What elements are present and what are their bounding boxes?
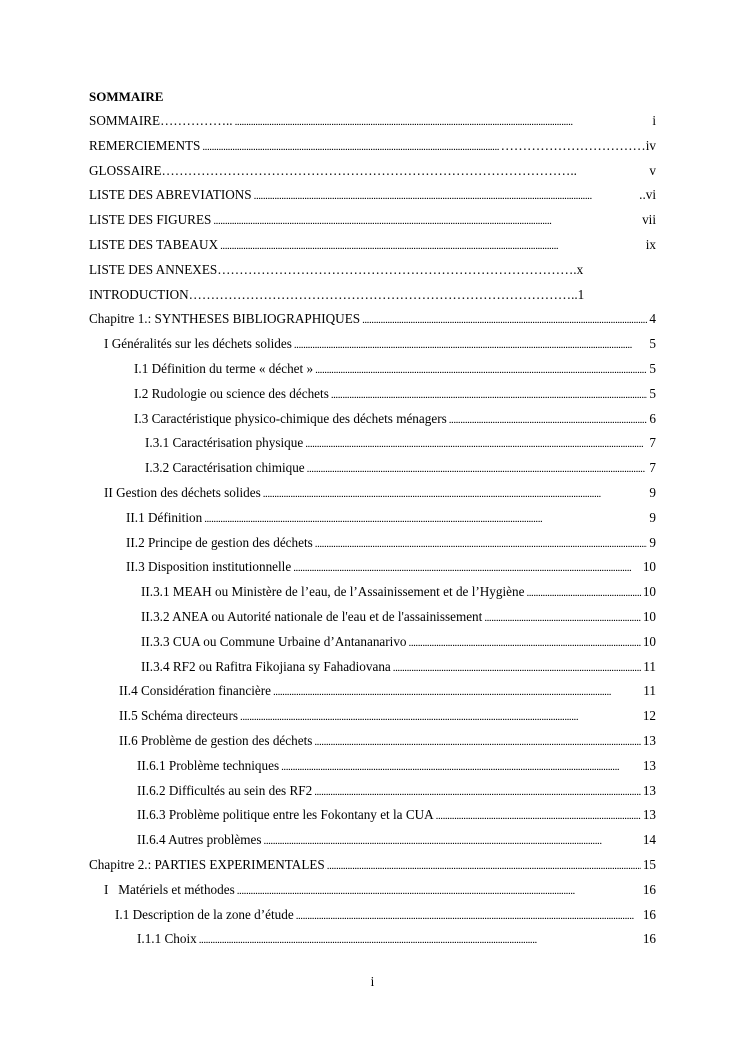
page-number: i	[370, 974, 375, 989]
toc-entry-label: I Matériels et méthodes	[104, 881, 235, 897]
dot-leader	[393, 655, 642, 680]
toc-entry-section-II-6-2[interactable]	[89, 779, 656, 804]
toc-entry-label: II.6.4 Autres problèmes	[137, 832, 262, 848]
toc-entry-label: Chapitre 2.: PARTIES EXPERIMENTALES	[89, 856, 325, 872]
toc-entry-chapitre-1[interactable]	[89, 307, 656, 332]
dot-leader	[436, 803, 641, 828]
toc-entry-section-II-6-4[interactable]	[89, 828, 656, 853]
toc-entry-section-I-1[interactable]	[89, 357, 656, 382]
dot-leader	[327, 853, 641, 878]
toc-entry-section-I[interactable]	[89, 332, 656, 357]
toc-entry-label: II.6.1 Problème techniques	[137, 757, 280, 773]
toc-entry-section-I-3[interactable]	[89, 407, 656, 432]
toc-entry-page: 9	[649, 509, 656, 525]
dot-leader	[331, 382, 648, 407]
toc-entry-section-II-3-1[interactable]	[89, 580, 656, 605]
toc-entry-page: 15	[642, 856, 656, 872]
dot-leader	[273, 679, 641, 704]
toc-entry-label: I.2 Rudologie ou science des déchets	[134, 385, 329, 401]
toc-entry-page: i	[652, 113, 656, 128]
toc-entry-label: INTRODUCTION……………………………………………………………………………..1	[89, 286, 585, 302]
toc-entry-label: I.1 Description de la zone d’étude	[115, 906, 294, 922]
dot-leader	[362, 307, 647, 332]
dot-leader	[449, 407, 648, 432]
toc-entry-remerciements[interactable]	[89, 134, 656, 159]
dot-leader	[213, 208, 640, 233]
dot-leader	[307, 456, 648, 481]
toc-entry-section-II-6-1[interactable]	[89, 754, 656, 779]
toc-entry-page: 10	[642, 633, 656, 649]
toc-entry-page: 5	[649, 360, 656, 376]
toc-entry-section-I-3-1[interactable]	[89, 431, 656, 456]
toc-entry-introduction[interactable]	[89, 283, 656, 308]
toc-entry-page: 13	[642, 757, 656, 773]
dot-leader	[305, 431, 647, 456]
toc-entry-chapitre-2[interactable]	[89, 853, 656, 878]
toc-entry-page: 13	[642, 732, 656, 748]
toc-entry-label: SOMMAIRE……………..	[89, 113, 233, 128]
toc-entry-section-II[interactable]	[89, 481, 656, 506]
dot-leader	[235, 109, 651, 134]
toc-entry-page: 6	[649, 410, 656, 426]
toc-entry-page: 10	[642, 559, 656, 575]
dot-leader	[315, 357, 647, 382]
toc-entry-label: II.3 Disposition institutionnelle	[126, 559, 292, 575]
toc-entry-chapitre-2-section-I-1[interactable]	[89, 903, 656, 928]
dot-leader	[264, 828, 641, 853]
toc-heading: SOMMAIRE	[89, 89, 164, 104]
toc-entry-annexes[interactable]	[89, 258, 656, 283]
toc-entry-label: Chapitre 1.: SYNTHESES BIBLIOGRAPHIQUES	[89, 311, 361, 327]
toc-entry-label: I.3.1 Caractérisation physique	[145, 435, 304, 451]
toc-entry-page: 10	[642, 584, 656, 600]
toc-entry-label: II.6.3 Problème politique entre les Fokontany et la CUA	[137, 807, 434, 823]
toc-entry-section-I-3-2[interactable]	[89, 456, 656, 481]
toc-entry-label: II.2 Principe de gestion des déchets	[126, 534, 313, 550]
toc-entry-page: vii	[642, 212, 656, 228]
dot-leader	[204, 506, 647, 531]
toc-entry-page: 7	[649, 460, 656, 476]
toc-entry-label: I.1.1 Choix	[137, 931, 197, 947]
toc-entry-label: I Généralités sur les déchets solides	[104, 336, 292, 352]
toc-entry-label: LISTE DES ABREVIATIONS	[89, 187, 252, 203]
toc-entry-label: II Gestion des déchets solides	[104, 484, 261, 500]
toc-entry-label: II.3.1 MEAH ou Ministère de l’eau, de l’Assainissement et de l’Hygiène	[141, 584, 525, 600]
toc-entry-page: 16	[642, 906, 656, 922]
toc-entry-page: 13	[642, 807, 656, 823]
toc-entry-label: LISTE DES TABEAUX	[89, 236, 219, 252]
toc-entry-label: LISTE DES ANNEXES……………………………………………………………………….x	[89, 261, 584, 277]
toc-entry-label: II.3.3 CUA ou Commune Urbaine d’Antananarivo	[141, 633, 407, 649]
toc-entry-label: REMERCIEMENTS	[89, 137, 201, 153]
toc-entry-sommaire[interactable]	[89, 109, 656, 134]
dot-leader	[202, 134, 498, 159]
toc-entry-label: II.3.4 RF2 ou Rafitra Fikojiana sy Fahadiovana	[141, 658, 391, 674]
toc-entry-page: 14	[642, 832, 656, 848]
toc-entry-label: II.3.2 ANEA ou Autorité nationale de l'eau et de l'assainissement	[141, 608, 483, 624]
toc-entry-page: 5	[649, 336, 656, 352]
toc-entry-section-II-1[interactable]	[89, 506, 656, 531]
toc-entry-page: 5	[649, 385, 656, 401]
dot-leader	[294, 332, 648, 357]
dot-leader	[199, 927, 641, 952]
dot-leader	[484, 605, 640, 630]
toc-entry-page: 13	[642, 782, 656, 798]
toc-entry-page: 16	[642, 881, 656, 897]
dot-leader	[409, 630, 641, 655]
toc-entry-page: 4	[649, 311, 656, 327]
toc-entry-label: LISTE DES FIGURES	[89, 212, 212, 228]
toc-entry-section-I-2[interactable]	[89, 382, 656, 407]
toc-entry-label: II.5 Schéma directeurs	[119, 708, 239, 724]
dot-leader	[220, 233, 644, 258]
toc-entry-page: 9	[649, 484, 656, 500]
dot-leader	[237, 878, 641, 903]
toc-entry-figures[interactable]	[89, 208, 656, 233]
toc-entry-label: I.1 Définition du terme « déchet »	[134, 360, 314, 376]
toc-entry-label: II.1 Définition	[126, 509, 203, 525]
toc-entry-section-II-3[interactable]	[89, 555, 656, 580]
toc-entry-page: 11	[643, 658, 656, 674]
toc-entry-glossaire[interactable]	[89, 159, 656, 184]
toc-entry-page: v	[649, 162, 656, 178]
toc-entry-page: ix	[645, 236, 656, 252]
toc-entry-page: 16	[642, 931, 656, 947]
toc-entry-label: II.6 Problème de gestion des déchets	[119, 732, 313, 748]
dot-leader	[296, 903, 641, 928]
toc-entry-label: II.6.2 Difficultés au sein des RF2	[137, 782, 313, 798]
toc-entry-page: ..vi	[639, 187, 656, 203]
toc-entry-chapitre-2-section-I-1-1[interactable]	[89, 927, 656, 952]
toc-entry-section-II-3-2[interactable]	[89, 605, 656, 630]
toc-entry-section-II-3-3[interactable]	[89, 630, 656, 655]
dot-leader	[263, 481, 648, 506]
dot-leader	[254, 183, 637, 208]
toc-entry-abreviations[interactable]	[89, 183, 656, 208]
toc-entry-section-II-5[interactable]	[89, 704, 656, 729]
dot-leader	[314, 779, 641, 804]
toc-entry-page: 9	[649, 534, 656, 550]
toc-entry-page: 12	[642, 708, 656, 724]
dot-leader	[240, 704, 641, 729]
table-of-contents	[89, 109, 656, 952]
toc-entry-section-II-2[interactable]	[89, 531, 656, 556]
toc-entry-label: I.3.2 Caractérisation chimique	[145, 460, 305, 476]
toc-entry-page: 7	[649, 435, 656, 451]
toc-entry-section-II-3-4[interactable]	[89, 655, 656, 680]
toc-entry-page: 11	[643, 683, 656, 699]
toc-entry-label: I.3 Caractéristique physico-chimique des déchets ménagers	[134, 410, 447, 426]
toc-entry-label: GLOSSAIRE…………………………………………………………………………………..	[89, 162, 577, 178]
dot-leader	[314, 729, 640, 754]
toc-entry-page: ……………………………iv	[500, 137, 656, 153]
toc-entry-section-II-6-3[interactable]	[89, 803, 656, 828]
toc-entry-chapitre-2-section-I[interactable]	[89, 878, 656, 903]
dot-leader	[526, 580, 640, 605]
toc-entry-section-II-6[interactable]	[89, 729, 656, 754]
dot-leader	[315, 531, 648, 556]
toc-entry-tableaux[interactable]	[89, 233, 656, 258]
toc-entry-page: 10	[642, 608, 656, 624]
toc-entry-label: II.4 Considération financière	[119, 683, 271, 699]
dot-leader	[293, 555, 641, 580]
toc-entry-section-II-4[interactable]	[89, 679, 656, 704]
dot-leader	[281, 754, 641, 779]
